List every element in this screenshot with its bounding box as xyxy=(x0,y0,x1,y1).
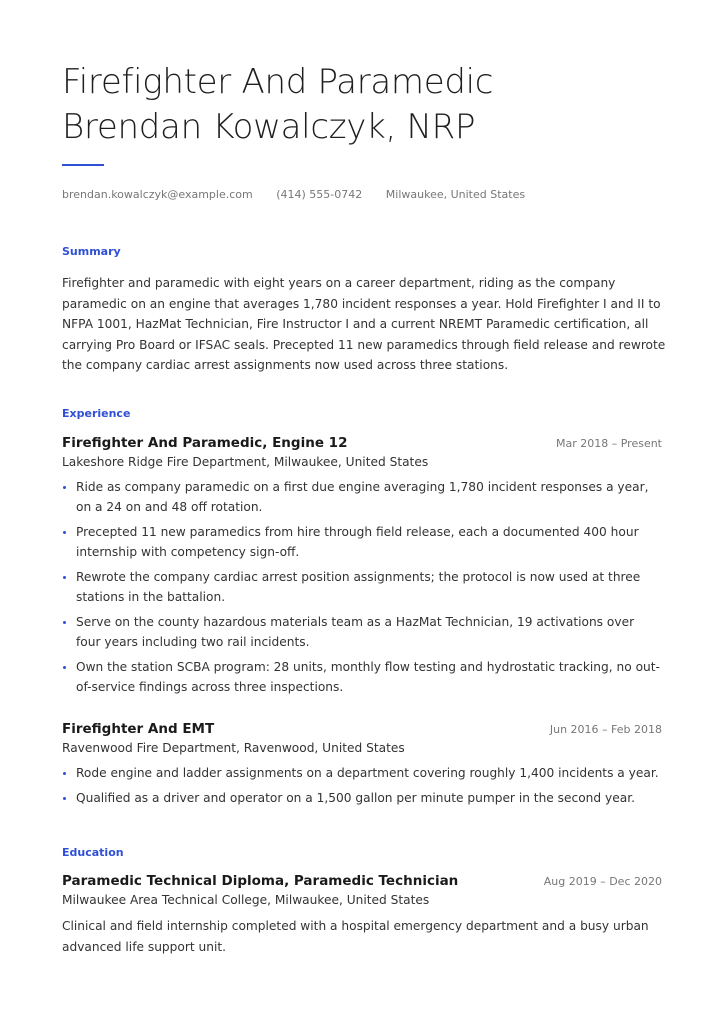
education-entry xyxy=(62,873,662,957)
job-bullet: Rewrote the company cardiac arrest position assignments; the protocol is now used at three stations in the battalion. xyxy=(62,567,662,607)
job-bullet: Ride as company paramedic on a first due engine averaging 1,780 incident responses a year, on a 24 on and 48 off rotation. xyxy=(62,477,662,517)
education-heading: Education xyxy=(62,846,124,859)
contact-email[interactable]: brendan.kowalczyk@example.com xyxy=(62,188,253,201)
contact-info xyxy=(62,188,545,201)
experience-entry xyxy=(62,435,662,702)
education-description: Clinical and field internship completed with a hospital emergency department and a busy urban advanced life support unit. xyxy=(62,919,649,954)
job-bullet: Precepted 11 new paramedics from hire through field release, each a documented 400 hour internship with competency sign-off. xyxy=(62,522,662,562)
summary-heading: Summary xyxy=(62,245,121,258)
candidate-name-heading: Brendan Kowalczyk, NRP xyxy=(62,107,476,147)
job-title: Firefighter And EMT xyxy=(62,721,215,737)
job-dates: Mar 2018 – Present xyxy=(555,437,662,450)
job-bullet: Rode engine and ladder assignments on a department covering roughly 1,400 incidents a year. xyxy=(62,763,662,783)
job-dates: Jun 2016 – Feb 2018 xyxy=(549,723,662,736)
job-organization: Ravenwood Fire Department, Ravenwood, United States xyxy=(62,741,405,755)
summary-text: Firefighter and paramedic with eight years on a career department, riding as the company paramedic on an engine that averages 1,780 incident responses a year. Hold Firefighter I and II to NFPA 1001, HazMat Technician, Fire Instructor I and a current NREMT Paramedic certification, all carrying Pro Board or IFSAC seals. Precepted 11 new paramedics through field release and rewrote the company cardiac arrest assignments now used across three stations. xyxy=(62,276,666,372)
job-title: Firefighter And Paramedic, Engine 12 xyxy=(62,435,348,451)
experience-heading: Experience xyxy=(62,407,131,420)
job-title-heading: Firefighter And Paramedic xyxy=(62,62,494,102)
contact-location: Milwaukee, United States xyxy=(385,188,526,201)
school-name: Milwaukee Area Technical College, Milwaukee, United States xyxy=(62,893,430,907)
job-organization: Lakeshore Ridge Fire Department, Milwaukee, United States xyxy=(62,455,429,469)
experience-entry xyxy=(62,721,662,813)
job-bullet: Own the station SCBA program: 28 units, monthly flow testing and hydrostatic tracking, no out-of-service findings across three inspections. xyxy=(62,657,662,697)
contact-phone[interactable]: (414) 555-0742 xyxy=(276,188,363,201)
degree-title: Paramedic Technical Diploma, Paramedic Technician xyxy=(62,873,459,889)
job-bullet: Serve on the county hazardous materials team as a HazMat Technician, 19 activations over four years including two rail incidents. xyxy=(62,612,662,652)
job-bullet-list xyxy=(62,763,662,808)
job-bullet-list xyxy=(62,477,662,697)
job-bullet: Qualified as a driver and operator on a 1,500 gallon per minute pumper in the second year. xyxy=(62,788,662,808)
resume-title xyxy=(62,60,662,150)
education-dates: Aug 2019 – Dec 2020 xyxy=(543,875,662,888)
accent-divider xyxy=(62,164,104,166)
